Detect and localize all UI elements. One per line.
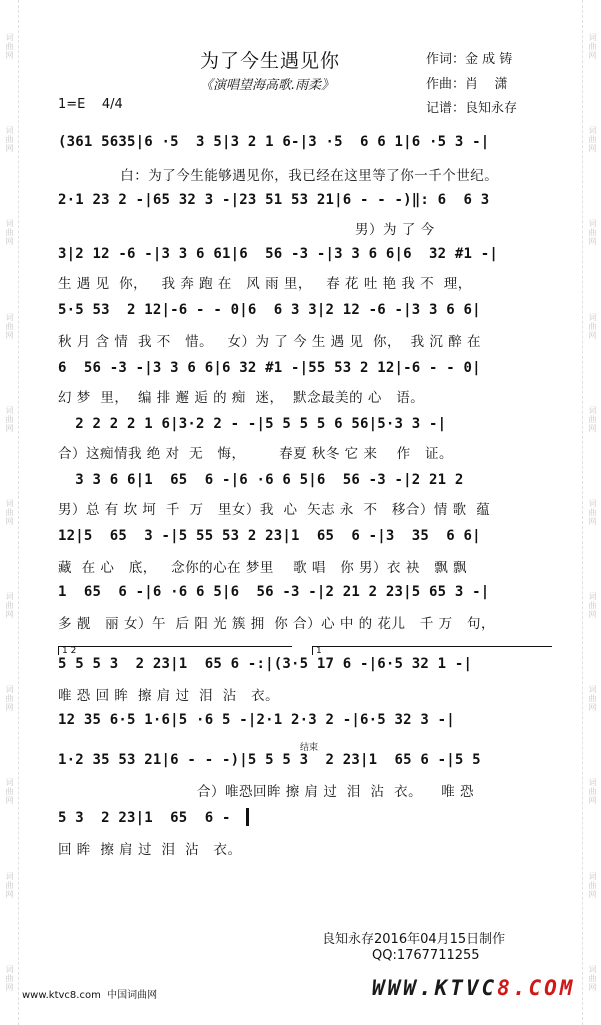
lyric-row: 白：为了今生能够遇见你，我已经在这里等了你一千个世纪。 [58,168,499,184]
notation-row: (361 5635|6 ·5 3 5|3 2 1 6-|3 ·5 6 6 1|6 ·5 3 -| [58,134,490,150]
lyric-row: 男）为 了 今 [58,222,435,238]
notation-row: 1·2 35 53 21|6 - - -)|5 5 5 3 2 23|1 65 6 -|5 5 [58,752,481,768]
watermark-text: 词曲网 [588,778,597,806]
watermark-text: 词曲网 [5,219,14,247]
lyric-row: 幻 梦 里， 编 排 邂 逅 的 痴 迷， 默念最美的 心 语。 [58,390,425,406]
lyric-row: 秋 月 含 情 我 不 惜。 女）为 了 今 生 遇 见 你， 我 沉 醉 在 [58,334,481,350]
watermark-text: 词曲网 [588,685,597,713]
notation-row: 2·1 23 2 -|65 32 3 -|23 51 53 21|6 - - -)‖: 6 6 3 [58,192,490,208]
watermark-text: 词曲网 [588,498,597,526]
watermark-text: 词曲网 [588,33,597,61]
watermark-text: 词曲网 [588,592,597,620]
final-barline [246,808,249,826]
lyric-row: 生 遇 见 你， 我 奔 跑 在 风 雨 里， 春 花 吐 艳 我 不 理， [58,276,472,292]
watermark-text: 词曲网 [5,592,14,620]
left-border-line [18,0,19,1025]
notation-row: 5 3 2 23|1 65 6 - [58,810,231,826]
qq-contact: QQ:1767711255 [372,948,480,963]
watermark-text: 词曲网 [5,405,14,433]
notation-row: 12 35 6·5 1·6|5 ·6 5 -|2·1 2·3 2 -|6·5 32 3 -| [58,712,455,728]
notation-row: 5·5 53 2 12|-6 - - 0|6 6 3 3|2 12 -6 -|3 3 6 6| [58,302,481,318]
watermark-text: 词曲网 [5,871,14,899]
right-watermark-strip [585,0,599,1025]
lyric-row: 藏 在 心 底， 念你的心在 梦里 歌 唱 你 男）衣 袂 飘 飘 [58,560,467,576]
lyric-row: 唯 恐 回 眸 擦 肩 过 泪 沾 衣。 [58,688,280,704]
volta-first-ending: 1 [312,646,552,655]
song-subtitle: 《演唱望海高歌.雨柔》 [200,78,335,93]
site-logo-tail: 8.COM [497,976,576,1000]
left-watermark-strip [2,0,16,1025]
lyric-row: 回 眸 擦 肩 过 泪 沾 衣。 [58,842,242,858]
site-logo[interactable] [372,976,575,1000]
watermark-text: 词曲网 [5,964,14,992]
site-logo-main: WWW.KTVC [372,976,498,1000]
site-link-text[interactable]: www.ktvc8.com 中国词曲网 [22,990,158,1001]
watermark-text: 词曲网 [588,312,597,340]
right-border-line [582,0,583,1025]
notation-row: 3|2 12 -6 -|3 3 6 61|6 56 -3 -|3 3 6 6|6 32 #1 -| [58,246,499,262]
watermark-text: 词曲网 [588,871,597,899]
notation-row: 12|5 65 3 -|5 55 53 2 23|1 65 6 -|3 35 6 6| [58,528,481,544]
lyric-row: 男）总 有 坎 坷 千 万 里女）我 心 矢志 永 不 移合）情 歌 蕴 [58,502,491,518]
lyricist-credit: 作词：金 成 铸 [426,52,513,67]
notation-row: 5 5 5 3 2 23|1 65 6 -:|(3·5 17 6 -|6·5 32 1 -| [58,656,473,672]
watermark-text: 词曲网 [588,219,597,247]
transcriber-credit: 记谱：良知永存 [426,101,518,116]
maker-credit: 良知永存2016年04月15日制作 [322,932,506,947]
composer-credit: 作曲：肖 潇 [426,77,508,92]
notation-row: 3 3 6 6|1 65 6 -|6 ·6 6 5|6 56 -3 -|2 21 2 [58,472,464,488]
watermark-text: 词曲网 [5,498,14,526]
watermark-text: 词曲网 [5,33,14,61]
watermark-text: 词曲网 [5,312,14,340]
song-title: 为了今生遇见你 [200,50,341,72]
watermark-text: 词曲网 [588,405,597,433]
lyric-row: 多 靓 丽 女）午 后 阳 光 簇 拥 你 合）心 中 的 花儿 千 万 句， [58,616,495,632]
volta-first-second-ending: 1 2 [58,646,292,655]
notation-row: 2 2 2 2 1 6|3·2 2 - -|5 5 5 5 6 56|5·3 3 -| [58,416,447,432]
watermark-text: 词曲网 [5,778,14,806]
end-marker: 结束 [300,743,319,753]
watermark-text: 词曲网 [588,964,597,992]
notation-row: 1 65 6 -|6 ·6 6 5|6 56 -3 -|2 21 2 23|5 65 3 -| [58,584,490,600]
watermark-text: 词曲网 [588,126,597,154]
lyric-row: 合）这痴情我 绝 对 无 悔， 春夏 秋冬 它 来 作 证。 [58,446,453,462]
key-time-signature: 1=E 4/4 [58,97,123,112]
lyric-row: 合）唯恐回眸 擦 肩 过 泪 沾 衣。 唯 恐 [58,784,475,800]
watermark-text: 词曲网 [5,685,14,713]
notation-row: 6 56 -3 -|3 3 6 6|6 32 #1 -|55 53 2 12|-6 - - 0| [58,360,481,376]
watermark-text: 词曲网 [5,126,14,154]
